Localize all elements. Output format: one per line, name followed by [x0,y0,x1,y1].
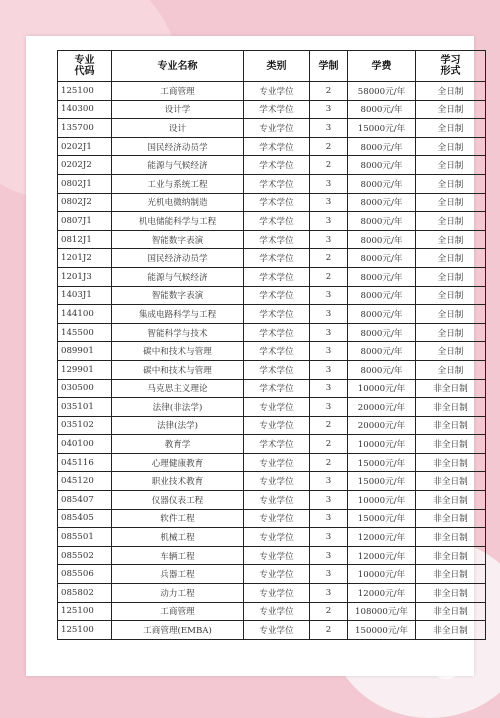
cell-years: 2 [310,82,348,101]
cell-category: 学术学位 [244,230,310,249]
table-row [58,230,486,249]
cell-fee: 8000元/年 [348,267,416,286]
cell-fee: 58000元/年 [348,82,416,101]
cell-code: 140300 [58,100,112,119]
cell-mode: 非全日制 [416,584,486,603]
cell-fee: 10000元/年 [348,435,416,454]
cell-category: 学术学位 [244,249,310,268]
cell-category: 专业学位 [244,509,310,528]
table-row [58,509,486,528]
cell-fee: 10000元/年 [348,491,416,510]
tuition-table [57,50,486,640]
cell-fee: 8000元/年 [348,212,416,231]
cell-code: 0202J2 [58,156,112,175]
cell-code: 1403J1 [58,286,112,305]
table-row [58,323,486,342]
cell-years: 3 [310,230,348,249]
cell-fee: 8000元/年 [348,305,416,324]
cell-name: 软件工程 [112,509,244,528]
cell-years: 2 [310,416,348,435]
cell-category: 学术学位 [244,100,310,119]
cell-code: 0802J1 [58,174,112,193]
table-row [58,286,486,305]
cell-mode: 非全日制 [416,379,486,398]
cell-name: 马克思主义理论 [112,379,244,398]
cell-years: 2 [310,249,348,268]
table-row [58,137,486,156]
cell-code: 0812J1 [58,230,112,249]
cell-name: 光机电微纳制造 [112,193,244,212]
cell-fee: 8000元/年 [348,100,416,119]
cell-fee: 8000元/年 [348,156,416,175]
cell-fee: 15000元/年 [348,472,416,491]
cell-mode: 全日制 [416,342,486,361]
cell-name: 法律(法学) [112,416,244,435]
cell-years: 3 [310,323,348,342]
cell-mode: 全日制 [416,360,486,379]
table-row [58,621,486,640]
cell-years: 3 [310,360,348,379]
cell-mode: 非全日制 [416,546,486,565]
cell-code: 1201J2 [58,249,112,268]
header-label-line1: 学费 [371,60,392,72]
header-label-line1: 学习 [440,55,461,66]
cell-name: 工商管理 [112,82,244,101]
cell-category: 学术学位 [244,286,310,305]
cell-name: 国民经济动员学 [112,137,244,156]
cell-fee: 8000元/年 [348,230,416,249]
cell-years: 3 [310,174,348,193]
cell-code: 0807J1 [58,212,112,231]
cell-mode: 全日制 [416,119,486,138]
cell-name: 碳中和技术与管理 [112,360,244,379]
cell-name: 机械工程 [112,528,244,547]
cell-fee: 15000元/年 [348,119,416,138]
cell-years: 2 [310,602,348,621]
cell-code: 125100 [58,602,112,621]
cell-mode: 全日制 [416,230,486,249]
cell-mode: 全日制 [416,82,486,101]
header-label-line1: 专业 [74,55,95,66]
cell-code: 129901 [58,360,112,379]
header-years [310,51,348,82]
cell-fee: 8000元/年 [348,286,416,305]
cell-name: 动力工程 [112,584,244,603]
table-row [58,119,486,138]
cell-years: 3 [310,565,348,584]
cell-fee: 20000元/年 [348,398,416,417]
cell-years: 3 [310,528,348,547]
cell-mode: 全日制 [416,156,486,175]
cell-mode: 非全日制 [416,565,486,584]
cell-category: 学术学位 [244,342,310,361]
cell-code: 040100 [58,435,112,454]
table-row [58,528,486,547]
cell-fee: 12000元/年 [348,528,416,547]
cell-fee: 8000元/年 [348,360,416,379]
cell-years: 3 [310,584,348,603]
cell-code: 0802J2 [58,193,112,212]
header-label-line2: 形式 [440,66,461,77]
cell-category: 专业学位 [244,528,310,547]
table-row [58,416,486,435]
cell-code: 045120 [58,472,112,491]
cell-years: 3 [310,491,348,510]
cell-years: 2 [310,137,348,156]
cell-mode: 全日制 [416,100,486,119]
table-row [58,212,486,231]
cell-name: 碳中和技术与管理 [112,342,244,361]
cell-code: 085506 [58,565,112,584]
table-row [58,82,486,101]
table-row [58,472,486,491]
cell-name: 设计学 [112,100,244,119]
cell-mode: 全日制 [416,305,486,324]
cell-category: 专业学位 [244,472,310,491]
header-label-line1: 学制 [318,60,339,72]
table-row [58,565,486,584]
cell-name: 能源与气候经济 [112,267,244,286]
cell-name: 集成电路科学与工程 [112,305,244,324]
cell-mode: 非全日制 [416,435,486,454]
cell-years: 3 [310,342,348,361]
cell-code: 089901 [58,342,112,361]
cell-years: 2 [310,267,348,286]
header-label-line1: 类别 [266,60,287,72]
cell-years: 3 [310,212,348,231]
cell-fee: 8000元/年 [348,193,416,212]
cell-category: 学术学位 [244,212,310,231]
cell-category: 学术学位 [244,267,310,286]
table-row [58,342,486,361]
cell-years: 3 [310,286,348,305]
cell-fee: 8000元/年 [348,249,416,268]
cell-mode: 非全日制 [416,602,486,621]
table-row [58,435,486,454]
cell-code: 125100 [58,621,112,640]
table-row [58,193,486,212]
cell-code: 125100 [58,82,112,101]
table-header-row [58,51,486,82]
header-mode [416,51,486,82]
table-row [58,546,486,565]
cell-category: 学术学位 [244,323,310,342]
cell-mode: 全日制 [416,212,486,231]
cell-code: 0202J1 [58,137,112,156]
cell-code: 1201J3 [58,267,112,286]
cell-name: 智能数字表演 [112,286,244,305]
cell-mode: 全日制 [416,137,486,156]
header-label-line1: 专业名称 [157,60,198,72]
cell-category: 专业学位 [244,82,310,101]
cell-category: 学术学位 [244,379,310,398]
cell-fee: 108000元/年 [348,602,416,621]
cell-category: 学术学位 [244,305,310,324]
table-row [58,156,486,175]
cell-name: 智能科学与技术 [112,323,244,342]
cell-mode: 非全日制 [416,416,486,435]
cell-name: 兵器工程 [112,565,244,584]
cell-mode: 全日制 [416,323,486,342]
table-row [58,360,486,379]
cell-category: 专业学位 [244,416,310,435]
table-row [58,100,486,119]
cell-code: 085407 [58,491,112,510]
cell-category: 学术学位 [244,193,310,212]
table-row [58,398,486,417]
cell-category: 专业学位 [244,565,310,584]
cell-category: 学术学位 [244,360,310,379]
cell-category: 专业学位 [244,602,310,621]
cell-years: 2 [310,156,348,175]
cell-name: 能源与气候经济 [112,156,244,175]
cell-name: 设计 [112,119,244,138]
cell-years: 3 [310,119,348,138]
cell-mode: 全日制 [416,267,486,286]
cell-code: 030500 [58,379,112,398]
header-name [112,51,244,82]
header-code [58,51,112,82]
cell-fee: 8000元/年 [348,174,416,193]
cell-fee: 150000元/年 [348,621,416,640]
cell-fee: 15000元/年 [348,453,416,472]
cell-name: 车辆工程 [112,546,244,565]
cell-fee: 8000元/年 [348,137,416,156]
table-row [58,379,486,398]
cell-code: 085502 [58,546,112,565]
cell-mode: 非全日制 [416,453,486,472]
cell-years: 3 [310,305,348,324]
cell-fee: 12000元/年 [348,546,416,565]
cell-mode: 非全日制 [416,398,486,417]
cell-mode: 非全日制 [416,621,486,640]
table-row [58,249,486,268]
cell-category: 学术学位 [244,137,310,156]
table-row [58,453,486,472]
cell-fee: 10000元/年 [348,379,416,398]
cell-mode: 非全日制 [416,472,486,491]
cell-code: 035101 [58,398,112,417]
cell-fee: 8000元/年 [348,323,416,342]
cell-years: 3 [310,398,348,417]
cell-code: 144100 [58,305,112,324]
cell-name: 工业与系统工程 [112,174,244,193]
cell-name: 职业技术教育 [112,472,244,491]
table-row [58,267,486,286]
cell-mode: 全日制 [416,174,486,193]
table-row [58,602,486,621]
cell-name: 机电储能科学与工程 [112,212,244,231]
header-category [244,51,310,82]
cell-category: 学术学位 [244,435,310,454]
cell-years: 2 [310,621,348,640]
cell-fee: 12000元/年 [348,584,416,603]
cell-name: 法律(非法学) [112,398,244,417]
cell-code: 135700 [58,119,112,138]
cell-fee: 20000元/年 [348,416,416,435]
table-row [58,174,486,193]
cell-fee: 15000元/年 [348,509,416,528]
cell-years: 3 [310,193,348,212]
table-row [58,584,486,603]
cell-name: 工商管理 [112,602,244,621]
cell-category: 专业学位 [244,621,310,640]
cell-code: 145500 [58,323,112,342]
cell-mode: 全日制 [416,249,486,268]
cell-category: 专业学位 [244,453,310,472]
cell-category: 专业学位 [244,546,310,565]
cell-category: 专业学位 [244,491,310,510]
cell-years: 3 [310,379,348,398]
cell-name: 智能数字表演 [112,230,244,249]
cell-name: 工商管理(EMBA) [112,621,244,640]
document-sheet [26,36,474,676]
cell-category: 专业学位 [244,119,310,138]
cell-mode: 非全日制 [416,509,486,528]
cell-mode: 全日制 [416,286,486,305]
cell-years: 2 [310,435,348,454]
cell-fee: 8000元/年 [348,342,416,361]
header-fee [348,51,416,82]
cell-code: 085802 [58,584,112,603]
cell-fee: 10000元/年 [348,565,416,584]
cell-category: 学术学位 [244,174,310,193]
header-label-line2: 代码 [74,66,95,77]
cell-name: 教育学 [112,435,244,454]
table-row [58,491,486,510]
cell-years: 3 [310,100,348,119]
cell-name: 心理健康教育 [112,453,244,472]
cell-category: 专业学位 [244,398,310,417]
cell-code: 085501 [58,528,112,547]
cell-name: 仪器仪表工程 [112,491,244,510]
cell-years: 2 [310,453,348,472]
cell-years: 3 [310,546,348,565]
table-row [58,305,486,324]
cell-category: 学术学位 [244,156,310,175]
cell-code: 085405 [58,509,112,528]
cell-mode: 全日制 [416,193,486,212]
cell-years: 3 [310,509,348,528]
cell-code: 045116 [58,453,112,472]
cell-years: 3 [310,472,348,491]
cell-name: 国民经济动员学 [112,249,244,268]
cell-code: 035102 [58,416,112,435]
cell-mode: 非全日制 [416,491,486,510]
cell-category: 专业学位 [244,584,310,603]
cell-mode: 非全日制 [416,528,486,547]
